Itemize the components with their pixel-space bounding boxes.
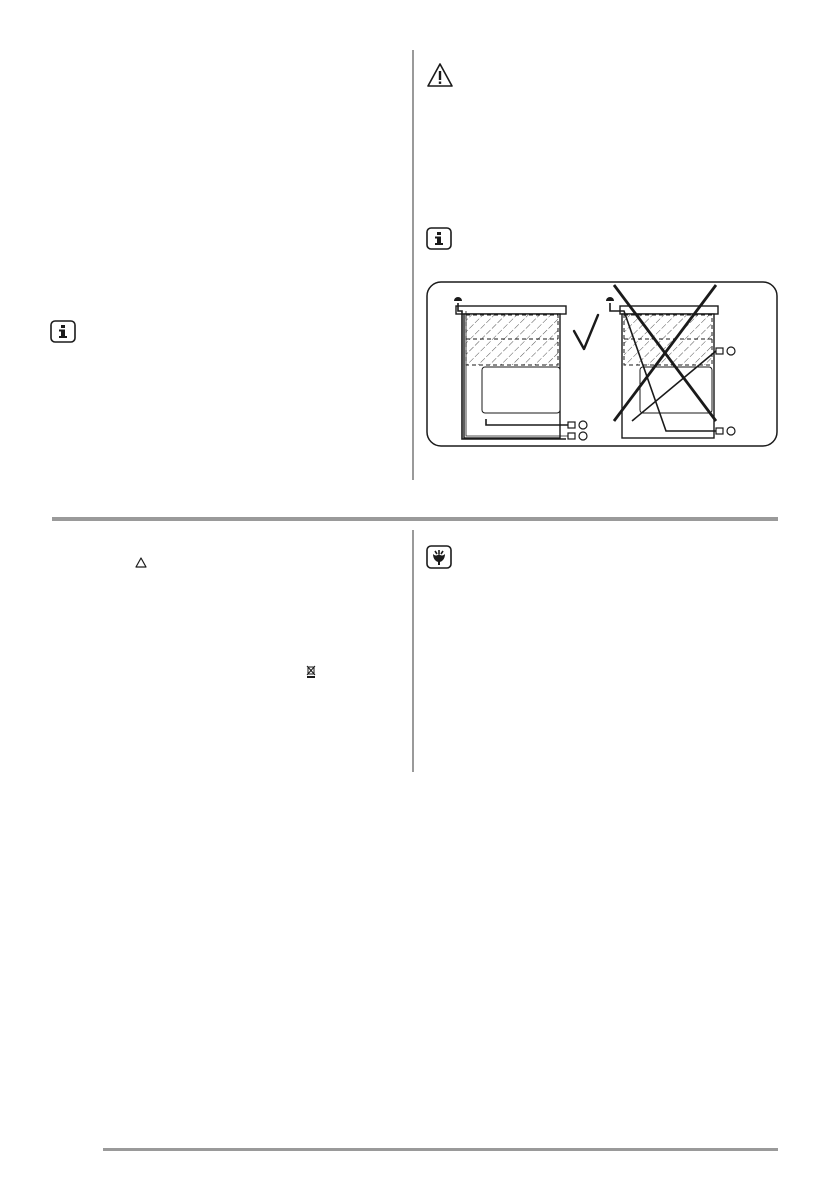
crossed-bin-icon [305,664,317,678]
info-icon [426,227,452,250]
bottom-column-divider [412,530,414,772]
footer-rule [103,1148,778,1151]
installation-figure [426,281,778,447]
recycle-icon [134,556,148,570]
info-icon [50,320,76,343]
top-column-divider [412,50,414,480]
environment-icon [426,545,452,569]
warning-triangle-icon [426,62,454,88]
section-separator [52,517,778,521]
